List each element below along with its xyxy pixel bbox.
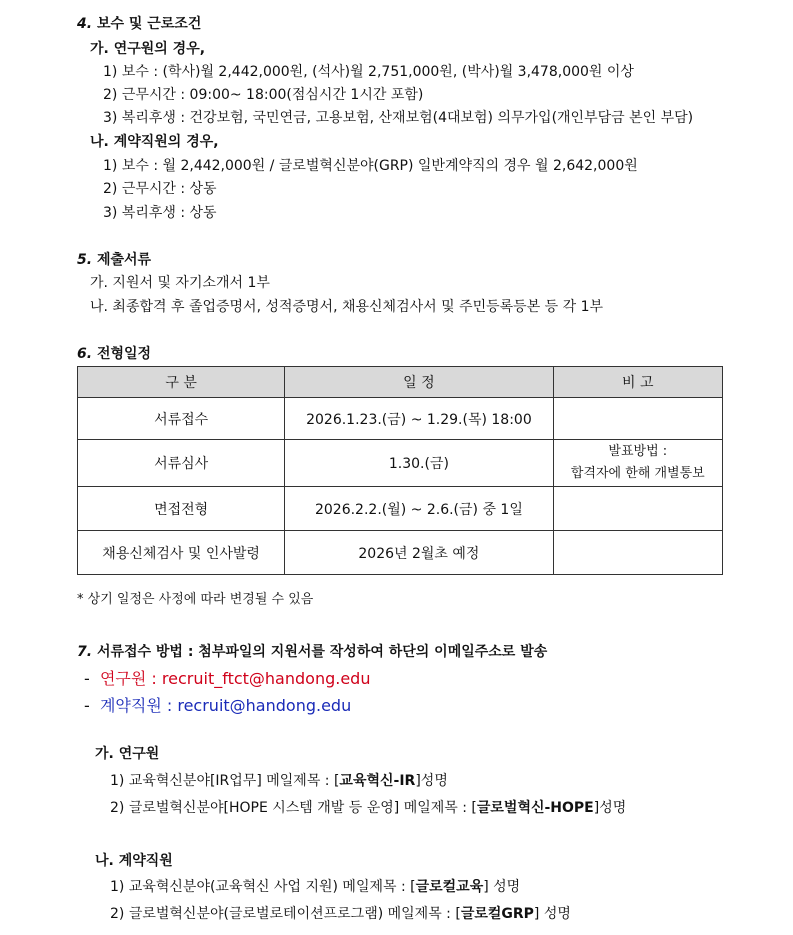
section-4-heading: [77, 13, 201, 33]
s7-staff-item: [110, 876, 520, 896]
staff-email-line: [84, 693, 351, 716]
row-name: 면접전형: [78, 487, 285, 531]
item-text: ]성명: [415, 773, 448, 789]
header-note: 비 고: [553, 367, 722, 398]
s5-item: 나. 최종합격 후 졸업증명서, 성적증명서, 채용신체검사서 및 주민등록등본 등 각 1부: [90, 299, 604, 315]
s4-staff-item: 2) 근무시간 : 상동: [103, 181, 217, 197]
row-date: 2026년 2월초 예정: [285, 531, 553, 575]
row-name: 서류접수: [78, 398, 285, 440]
s4-researcher-item: 2) 근무시간 : 09:00~ 18:00(점심시간 1시간 포함): [103, 87, 424, 103]
item-text: 2) 글로벌혁신분야(글로벌로테이션프로그램) 메일제목 : [: [110, 906, 461, 922]
section-5-heading: [77, 249, 151, 269]
item-text: ] 성명: [483, 879, 521, 895]
s7-researcher-subtitle: 가. 연구원: [95, 746, 160, 762]
row-note: [553, 398, 722, 440]
row-note: [553, 487, 722, 531]
row-name: 채용신체검사 및 인사발령: [78, 531, 285, 575]
table-row: [78, 440, 723, 487]
section-6-number: 6.: [77, 346, 93, 362]
staff-label: 계약직원 :: [99, 696, 173, 715]
s4-researcher-subtitle: 가. 연구원의 경우,: [90, 41, 206, 57]
s7-researcher-item: [110, 770, 448, 790]
s7-researcher-item: [110, 797, 626, 817]
row-note: [553, 440, 722, 487]
header-category: 구 분: [78, 367, 285, 398]
item-text: ] 성명: [533, 906, 571, 922]
item-text: ]성명: [593, 800, 627, 816]
section-7-title: 서류접수 방법 : 첨부파일의 지원서를 작성하여 하단의 이메일주소로 발송: [96, 644, 548, 660]
row-date: 1.30.(금): [285, 440, 553, 487]
staff-email-link[interactable]: recruit@handong.edu: [177, 696, 352, 715]
section-4-title: 보수 및 근로조건: [96, 16, 202, 32]
section-7-number: 7.: [77, 644, 93, 660]
section-5-title: 제출서류: [96, 252, 152, 268]
note-line-2: 합격자에 한해 개별통보: [570, 466, 705, 481]
table-row: [78, 398, 723, 440]
mail-subject-tag: 글로컬교육: [415, 879, 484, 895]
item-text: 2) 글로벌혁신분야[HOPE 시스템 개발 등 운영] 메일제목 : [: [110, 800, 477, 816]
bullet-dash: -: [84, 696, 100, 715]
s4-staff-item: 1) 보수 : 월 2,442,000원 / 글로벌혁신분야(GRP) 일반계약직의 경우 월 2,642,000원: [103, 158, 638, 174]
researcher-label: 연구원 :: [99, 669, 157, 688]
researcher-email-line: [84, 666, 370, 689]
s5-item: 가. 지원서 및 자기소개서 1부: [90, 275, 270, 291]
s4-researcher-item: 3) 복리후생 : 건강보험, 국민연금, 고용보험, 산재보험(4대보험) 의무가입(개인부담금 본인 부담): [103, 110, 694, 126]
item-text: 1) 교육혁신분야[IR업무] 메일제목 : [: [110, 773, 340, 789]
row-note: [553, 531, 722, 575]
row-date: 2026.2.2.(월) ~ 2.6.(금) 중 1일: [285, 487, 553, 531]
note-line-1: 발표방법 :: [608, 444, 668, 459]
researcher-email-link[interactable]: recruit_ftct@handong.edu: [161, 669, 371, 688]
item-text: 1) 교육혁신분야(교육혁신 사업 지원) 메일제목 : [: [110, 879, 416, 895]
s4-staff-subtitle: 나. 계약직원의 경우,: [90, 134, 219, 150]
s7-staff-item: [110, 903, 571, 923]
bullet-dash: -: [84, 669, 100, 688]
mail-subject-tag: 글로벌혁신-HOPE: [476, 800, 594, 816]
schedule-header-row: [78, 367, 723, 398]
s4-researcher-item: 1) 보수 : (학사)월 2,442,000원, (석사)월 2,751,000원, (박사)월 3,478,000원 이상: [103, 64, 634, 80]
row-date: 2026.1.23.(금) ~ 1.29.(목) 18:00: [285, 398, 553, 440]
row-name: 서류심사: [78, 440, 285, 487]
table-row: [78, 531, 723, 575]
mail-subject-tag: 글로컬GRP: [460, 906, 534, 922]
section-6-heading: [77, 343, 151, 363]
section-5-number: 5.: [77, 252, 93, 268]
mail-subject-tag: 교육혁신-IR: [339, 773, 416, 789]
s4-staff-item: 3) 복리후생 : 상동: [103, 205, 217, 221]
section-7-heading: [77, 641, 547, 661]
schedule-footnote: * 상기 일정은 사정에 따라 변경될 수 있음: [77, 592, 314, 607]
header-schedule: 일 정: [285, 367, 553, 398]
section-6-title: 전형일정: [96, 346, 152, 362]
section-4-number: 4.: [77, 16, 93, 32]
table-row: [78, 487, 723, 531]
s7-staff-subtitle: 나. 계약직원: [95, 853, 173, 869]
schedule-table: [77, 366, 723, 575]
